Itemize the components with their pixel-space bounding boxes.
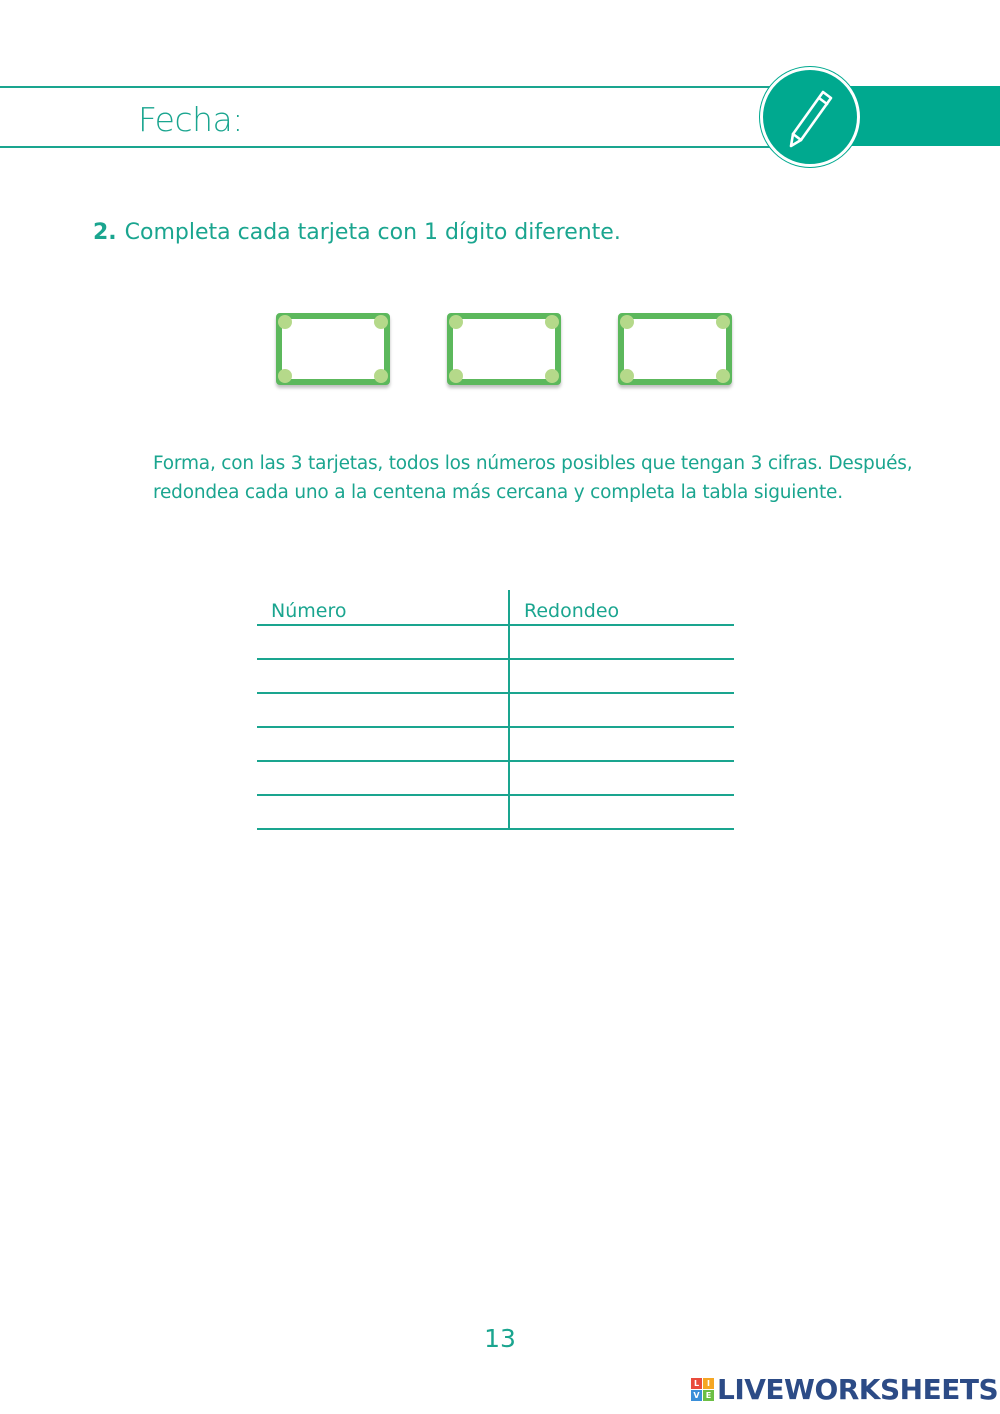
answer-table (257, 590, 734, 830)
header-band (850, 86, 1000, 146)
header-badge (760, 67, 860, 167)
numero-cell[interactable] (257, 659, 509, 693)
liveworksheets-logo (691, 1373, 998, 1406)
table-row (257, 625, 734, 659)
redondeo-cell[interactable] (509, 727, 734, 761)
exercise-instruction: Completa cada tarjeta con 1 dígito diferente. (124, 220, 621, 245)
page-number: 13 (484, 1324, 516, 1353)
brand-name: LIVEWORKSHEETS (717, 1373, 999, 1406)
redondeo-cell[interactable] (509, 693, 734, 727)
table-row (257, 727, 734, 761)
digit-card-2[interactable] (447, 313, 561, 385)
paragraph-line: redondea cada uno a la centena más cercana y completa la tabla siguiente. (153, 482, 843, 503)
pencil-icon (785, 86, 837, 150)
exercise-number: 2. (93, 220, 117, 245)
exercise-prompt (93, 220, 621, 245)
table-row (257, 761, 734, 795)
digit-card-1[interactable] (276, 313, 390, 385)
redondeo-cell[interactable] (509, 761, 734, 795)
header-bottom-rule (0, 146, 850, 148)
digit-cards (0, 313, 1000, 393)
column-header-redondeo: Redondeo (509, 590, 734, 625)
table-header-row (257, 590, 734, 625)
date-label: Fecha: (138, 100, 243, 139)
digit-card-3[interactable] (618, 313, 732, 385)
redondeo-cell[interactable] (509, 795, 734, 829)
numero-cell[interactable] (257, 761, 509, 795)
numero-cell[interactable] (257, 625, 509, 659)
instructions-paragraph (153, 449, 953, 507)
table-row (257, 659, 734, 693)
numero-cell[interactable] (257, 795, 509, 829)
redondeo-cell[interactable] (509, 659, 734, 693)
paragraph-line: Forma, con las 3 tarjetas, todos los números posibles que tengan 3 cifras. Después, (153, 453, 913, 474)
redondeo-cell[interactable] (509, 625, 734, 659)
numero-cell[interactable] (257, 693, 509, 727)
column-header-numero: Número (257, 590, 509, 625)
header-top-rule (0, 86, 850, 88)
logo-tiles-icon: L I V E (691, 1378, 714, 1401)
table-row (257, 795, 734, 829)
table-row (257, 693, 734, 727)
numero-cell[interactable] (257, 727, 509, 761)
